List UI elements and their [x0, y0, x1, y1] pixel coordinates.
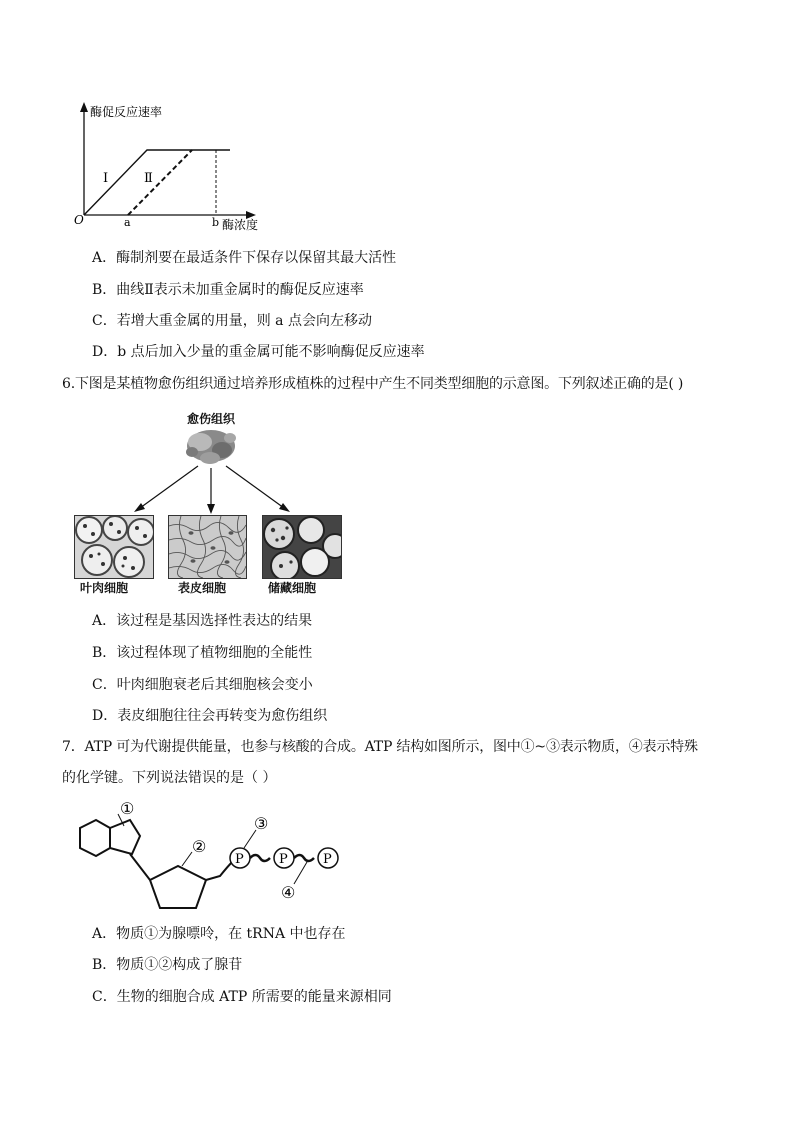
callus-diagram: [70, 428, 360, 518]
callout-line-4: [294, 862, 307, 884]
q6-option-c[interactable]: C．叶肉细胞衰老后其细胞核会变小: [92, 677, 313, 693]
q5-option-c[interactable]: C．若增大重金属的用量，则 a 点会向左移动: [92, 313, 372, 329]
cell-label-mesophyll: 叶肉细胞: [80, 581, 129, 595]
q6-option-d[interactable]: D．表皮细胞往往会再转变为愈伤组织: [92, 708, 328, 724]
high-energy-bond-2: [294, 855, 314, 861]
phosphate-3-label: P: [323, 852, 332, 867]
callout-line-2: [182, 852, 192, 866]
atp-structure-diagram: [72, 800, 372, 918]
callout-4-label: ④: [281, 883, 296, 902]
phosphate-2-label: P: [279, 852, 288, 867]
ribose-ring: [150, 866, 206, 908]
sugar-phosphate-link: [206, 860, 234, 880]
curve-1-label: Ⅰ: [103, 171, 109, 186]
q7-stem-line1: 7．ATP 可为代谢提供能量，也参与核酸的合成。ATP 结构如图所示，图中①~③表示物质，④表示特殊: [62, 739, 698, 755]
q7-option-a[interactable]: A．物质①为腺嘌呤，在 tRNA 中也存在: [92, 926, 346, 942]
adenine-ring: [80, 820, 140, 856]
mark-a: a: [124, 216, 131, 229]
high-energy-bond-1: [250, 855, 270, 861]
callout-1-label: ①: [120, 800, 135, 818]
glycosidic-bond: [130, 854, 150, 880]
cell-label-epidermal: 表皮细胞: [178, 581, 227, 595]
arrow-to-epidermal: [207, 468, 215, 514]
q5-option-a[interactable]: A．酶制剂要在最适条件下保存以保留其最大活性: [92, 250, 397, 266]
cell-label-storage: 储藏细胞: [268, 581, 317, 595]
q6-stem: 6.下图是某植物愈伤组织通过培养形成植株的过程中产生不同类型细胞的示意图。下列叙述正确的是( ): [62, 376, 684, 392]
mesophyll-cell-image: [74, 515, 154, 579]
q5-option-d[interactable]: D．b 点后加入少量的重金属可能不影响酶促反应速率: [92, 344, 425, 360]
curve-2-label: Ⅱ: [144, 171, 153, 186]
q7-stem-line2: 的化学键。下列说法错误的是（ ）: [62, 770, 277, 786]
callus-label: 愈伤组织: [187, 412, 236, 426]
q7-option-c[interactable]: C．生物的细胞合成 ATP 所需要的能量来源相同: [92, 989, 392, 1005]
q5-option-b[interactable]: B．曲线Ⅱ表示未加重金属时的酶促反应速率: [92, 282, 364, 298]
mark-b: b: [212, 216, 220, 229]
q7-option-b[interactable]: B．物质①②构成了腺苷: [92, 957, 243, 973]
x-axis-label: 酶浓度: [222, 218, 259, 232]
epidermal-cell-image: [168, 515, 247, 579]
q6-option-a[interactable]: A．该过程是基因选择性表达的结果: [92, 613, 313, 629]
origin-label: O: [74, 213, 84, 227]
y-axis-arrow: [80, 102, 88, 112]
callout-3-label: ③: [254, 814, 269, 833]
arrow-to-storage: [226, 466, 290, 512]
storage-cell-image: [262, 515, 342, 579]
enzyme-rate-graph: [70, 98, 280, 233]
callus-icon: [186, 430, 236, 464]
callout-2-label: ②: [192, 837, 207, 856]
q6-option-b[interactable]: B．该过程体现了植物细胞的全能性: [92, 645, 313, 661]
phosphate-1-label: P: [235, 852, 244, 867]
y-axis-label: 酶促反应速率: [90, 105, 163, 119]
arrow-to-mesophyll: [134, 466, 198, 512]
